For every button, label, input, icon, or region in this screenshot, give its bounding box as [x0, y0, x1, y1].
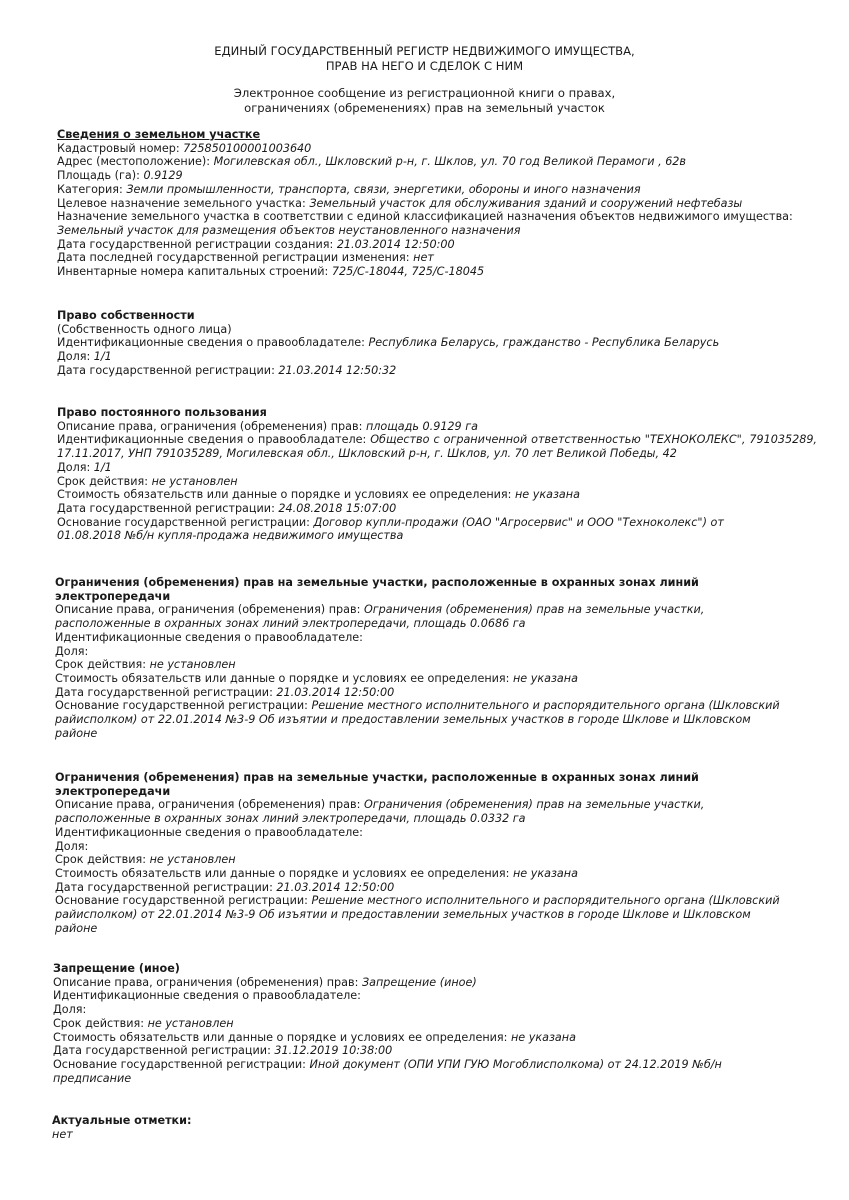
section-title: Актуальные отметки:	[52, 1114, 192, 1127]
registry-title-line2: ПРАВ НА НЕГО И СДЕЛОК С НИМ	[325, 59, 524, 73]
registration-date: Дата государственной регистрации: 21.03.2014 12:50:00	[55, 880, 395, 894]
registration-date: Дата государственной регистрации: 21.03.2014 12:50:32	[57, 363, 397, 377]
registry-title-line1: ЕДИНЫЙ ГОСУДАРСТВЕННЫЙ РЕГИСТР НЕДВИЖИМОГО ИМУЩЕСТВА,	[214, 44, 635, 58]
subtitle-line1: Электронное сообщение из регистрационной книги о правах,	[233, 86, 616, 100]
section-title: Ограничения (обременения) прав на земельные участки, расположенные в охранных зонах линий электропередачи	[55, 576, 699, 603]
cost: Стоимость обязательств или данные о порядке и условиях ее определения: не указана	[55, 866, 578, 880]
ownership-section	[57, 309, 817, 378]
section-title: Право постоянного пользования	[57, 406, 267, 419]
registration-date: Дата государственной регистрации: 21.03.2014 12:50:00	[55, 685, 395, 699]
description: Описание права, ограничения (обременения) прав: площадь 0.9129 га	[57, 419, 478, 433]
permanent-use-section	[57, 406, 817, 543]
share: Доля:	[55, 644, 89, 658]
address: Адрес (местоположение): Могилевская обл., Шкловский р-н, г. Шклов, ул. 70 год Великой Перамоги , 62в	[57, 155, 687, 169]
cost: Стоимость обязательств или данные о порядке и условиях ее определения: не указана	[55, 671, 578, 685]
changed-date: Дата последней государственной регистрации изменения: нет	[57, 251, 434, 265]
restriction-section-1	[55, 576, 825, 740]
cost: Стоимость обязательств или данные о порядке и условиях ее определения: не указана	[53, 1030, 576, 1044]
registration-date: Дата государственной регистрации: 31.12.2019 10:38:00	[53, 1044, 393, 1058]
notes-section	[52, 1114, 812, 1141]
share: Доля: 1/1	[57, 350, 112, 364]
section-title: Право собственности	[57, 309, 195, 322]
restriction-section-2	[55, 771, 825, 935]
holder: Идентификационные сведения о правообладателе:	[53, 989, 361, 1003]
cost: Стоимость обязательств или данные о порядке и условиях ее определения: не указана	[57, 488, 580, 502]
message-subtitle	[0, 86, 849, 116]
purpose: Целевое назначение земельного участка: Земельный участок для обслуживания зданий и сооружений нефтебазы	[57, 196, 743, 210]
holder: Идентификационные сведения о правообладателе: Общество с ограниченной ответственностью "ТЕХНОКОЛЕКС", 791035289, 17.11.2017, УНП 791035289, Могилевская обл., Шкловский р-н, г. Шклов, ул. 70 лет Великой Победы, 42	[57, 433, 817, 461]
cadastral-number: Кадастровый номер: 725850100001003640	[57, 141, 312, 155]
registry-header	[0, 44, 849, 74]
registration-date: Дата государственной регистрации: 24.08.2018 15:07:00	[57, 501, 397, 515]
description: Описание права, ограничения (обременения) прав: Запрещение (иное)	[53, 975, 477, 989]
classification-label: Назначение земельного участка в соответствии с единой классификацией назначения объектов недвижимого имущества:	[57, 210, 793, 224]
share: Доля: 1/1	[57, 460, 112, 474]
section-title: Ограничения (обременения) прав на земельные участки, расположенные в охранных зонах линий электропередачи	[55, 771, 699, 798]
area: Площадь (га): 0.9129	[57, 169, 183, 183]
holder: Идентификационные сведения о правообладателе:	[55, 825, 363, 839]
section-title: Запрещение (иное)	[53, 962, 180, 975]
share: Доля:	[53, 1003, 87, 1017]
share: Доля:	[55, 839, 89, 853]
term: Срок действия: не установлен	[55, 658, 236, 672]
term: Срок действия: не установлен	[57, 474, 238, 488]
basis: Основание государственной регистрации: Иной документ (ОПИ УПИ ГУЮ Могоблисполкома) от 24.12.2019 №б/н предписание	[53, 1057, 722, 1085]
basis: Основание государственной регистрации: Договор купли-продажи (ОАО "Агросервис" и ООО "Техноколекс") от 01.08.2018 №б/н купля-продажа недвижимого имущества	[57, 515, 724, 543]
ownership-type: (Собственность одного лица)	[57, 322, 232, 336]
description: Описание права, ограничения (обременения) прав: Ограничения (обременения) прав на земельные участки, расположенные в охранных зонах линий электропередачи, площадь 0.0686 га	[55, 603, 705, 631]
basis: Основание государственной регистрации: Решение местного исполнительного и распорядительного органа (Шкловский райисполком) от 22.01.2014 №3-9 Об изъятии и предоставлении земельных участков в городе Шклове и Шкловском районе	[55, 699, 780, 740]
land-section	[57, 128, 817, 279]
section-title: Сведения о земельном участке	[57, 128, 261, 141]
description: Описание права, ограничения (обременения) прав: Ограничения (обременения) прав на земельные участки, расположенные в охранных зонах линий электропередачи, площадь 0.0332 га	[55, 798, 705, 826]
term: Срок действия: не установлен	[55, 853, 236, 867]
category: Категория: Земли промышленности, транспорта, связи, энергетики, обороны и иного назначения	[57, 182, 641, 196]
holder: Идентификационные сведения о правообладателе: Республика Беларусь, гражданство - Республика Беларусь	[57, 336, 720, 350]
basis: Основание государственной регистрации: Решение местного исполнительного и распорядительного органа (Шкловский райисполком) от 22.01.2014 №3-9 Об изъятии и предоставлении земельных участков в городе Шклове и Шкловском районе	[55, 894, 780, 935]
holder: Идентификационные сведения о правообладателе:	[55, 630, 363, 644]
inventory-numbers: Инвентарные номера капитальных строений: 725/С-18044, 725/С-18045	[57, 265, 485, 279]
created-date: Дата государственной регистрации создания: 21.03.2014 12:50:00	[57, 237, 455, 251]
classification-value: Земельный участок для размещения объектов неустановленного назначения	[57, 223, 521, 237]
subtitle-line2: ограничениях (обременениях) прав на земельный участок	[244, 101, 605, 115]
term: Срок действия: не установлен	[53, 1016, 234, 1030]
notes-value: нет	[52, 1127, 73, 1141]
prohibition-section	[53, 962, 813, 1085]
